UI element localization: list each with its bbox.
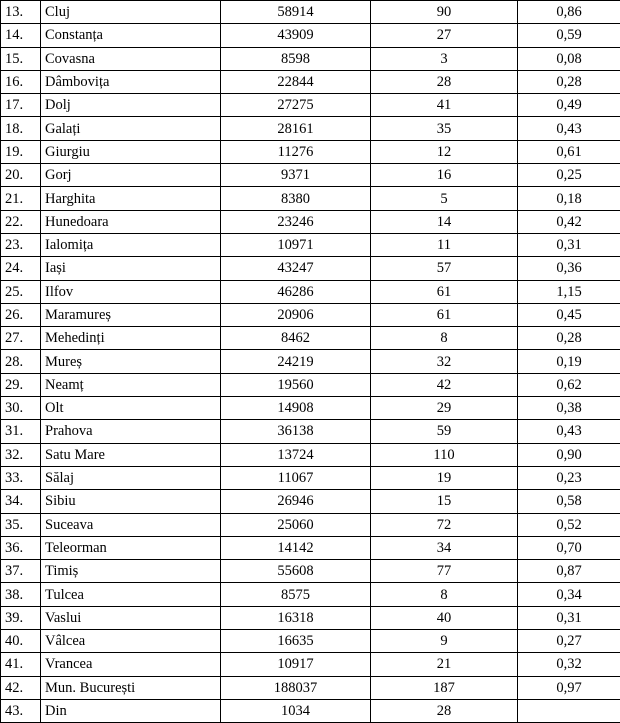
row-count-cell: 16 bbox=[371, 164, 518, 187]
row-index-cell: 19. bbox=[1, 140, 41, 163]
row-count-cell: 9 bbox=[371, 630, 518, 653]
row-rate-cell: 0,18 bbox=[518, 187, 620, 210]
row-index-cell: 41. bbox=[1, 653, 41, 676]
row-name-cell: Ilfov bbox=[41, 280, 221, 303]
row-population-cell: 23246 bbox=[221, 210, 371, 233]
row-rate-cell: 0,42 bbox=[518, 210, 620, 233]
row-name-cell: Galați bbox=[41, 117, 221, 140]
row-index-cell: 30. bbox=[1, 397, 41, 420]
row-name-cell: Mehedinți bbox=[41, 327, 221, 350]
table-row bbox=[1, 606, 620, 629]
row-population-cell: 14908 bbox=[221, 397, 371, 420]
row-population-cell: 8575 bbox=[221, 583, 371, 606]
table-row bbox=[1, 630, 620, 653]
row-rate-cell: 0,34 bbox=[518, 583, 620, 606]
table-row bbox=[1, 653, 620, 676]
row-index-cell: 34. bbox=[1, 490, 41, 513]
row-name-cell: Harghita bbox=[41, 187, 221, 210]
row-rate-cell: 0,59 bbox=[518, 24, 620, 47]
row-name-cell: Tulcea bbox=[41, 583, 221, 606]
row-rate-cell: 0,31 bbox=[518, 233, 620, 256]
row-index-cell: 14. bbox=[1, 24, 41, 47]
row-count-cell: 35 bbox=[371, 117, 518, 140]
row-population-cell: 11276 bbox=[221, 140, 371, 163]
table-row bbox=[1, 350, 620, 373]
row-index-cell: 36. bbox=[1, 536, 41, 559]
row-index-cell: 39. bbox=[1, 606, 41, 629]
row-name-cell: Vrancea bbox=[41, 653, 221, 676]
row-population-cell: 20906 bbox=[221, 303, 371, 326]
row-population-cell: 8598 bbox=[221, 47, 371, 70]
row-population-cell: 10971 bbox=[221, 233, 371, 256]
row-rate-cell: 0,90 bbox=[518, 443, 620, 466]
table-row bbox=[1, 490, 620, 513]
row-count-cell: 90 bbox=[371, 1, 518, 24]
row-rate-cell: 0,58 bbox=[518, 490, 620, 513]
row-index-cell: 28. bbox=[1, 350, 41, 373]
row-name-cell: Prahova bbox=[41, 420, 221, 443]
row-name-cell: Suceava bbox=[41, 513, 221, 536]
row-rate-cell: 0,45 bbox=[518, 303, 620, 326]
row-count-cell: 41 bbox=[371, 94, 518, 117]
row-rate-cell: 0,49 bbox=[518, 94, 620, 117]
table-row bbox=[1, 140, 620, 163]
row-name-cell: Dolj bbox=[41, 94, 221, 117]
row-rate-cell: 0,43 bbox=[518, 420, 620, 443]
row-index-cell: 32. bbox=[1, 443, 41, 466]
row-rate-cell: 0,38 bbox=[518, 397, 620, 420]
row-index-cell: 22. bbox=[1, 210, 41, 233]
row-index-cell: 15. bbox=[1, 47, 41, 70]
row-name-cell: Teleorman bbox=[41, 536, 221, 559]
row-index-cell: 33. bbox=[1, 466, 41, 489]
row-index-cell: 40. bbox=[1, 630, 41, 653]
row-rate-cell: 0,87 bbox=[518, 560, 620, 583]
table-row bbox=[1, 303, 620, 326]
row-count-cell: 5 bbox=[371, 187, 518, 210]
row-index-cell: 35. bbox=[1, 513, 41, 536]
row-name-cell: Vâlcea bbox=[41, 630, 221, 653]
table-row bbox=[1, 536, 620, 559]
row-count-cell: 59 bbox=[371, 420, 518, 443]
row-count-cell: 14 bbox=[371, 210, 518, 233]
row-population-cell: 26946 bbox=[221, 490, 371, 513]
row-count-cell: 12 bbox=[371, 140, 518, 163]
row-name-cell: Gorj bbox=[41, 164, 221, 187]
table-row bbox=[1, 397, 620, 420]
row-index-cell: 24. bbox=[1, 257, 41, 280]
row-name-cell: Din bbox=[41, 699, 221, 722]
row-name-cell: Timiș bbox=[41, 560, 221, 583]
table-row bbox=[1, 443, 620, 466]
table-row bbox=[1, 560, 620, 583]
row-population-cell: 25060 bbox=[221, 513, 371, 536]
row-rate-cell: 0,31 bbox=[518, 606, 620, 629]
table-row bbox=[1, 327, 620, 350]
table-row bbox=[1, 676, 620, 699]
row-population-cell: 9371 bbox=[221, 164, 371, 187]
row-name-cell: Covasna bbox=[41, 47, 221, 70]
row-index-cell: 23. bbox=[1, 233, 41, 256]
table-row bbox=[1, 583, 620, 606]
row-index-cell: 20. bbox=[1, 164, 41, 187]
row-population-cell: 16318 bbox=[221, 606, 371, 629]
row-count-cell: 11 bbox=[371, 233, 518, 256]
row-rate-cell: 0,32 bbox=[518, 653, 620, 676]
row-count-cell: 32 bbox=[371, 350, 518, 373]
row-population-cell: 8462 bbox=[221, 327, 371, 350]
table-row bbox=[1, 1, 620, 24]
row-rate-cell: 0,43 bbox=[518, 117, 620, 140]
row-count-cell: 40 bbox=[371, 606, 518, 629]
table-row bbox=[1, 94, 620, 117]
row-population-cell: 24219 bbox=[221, 350, 371, 373]
row-index-cell: 31. bbox=[1, 420, 41, 443]
row-rate-cell: 0,62 bbox=[518, 373, 620, 396]
row-population-cell: 43247 bbox=[221, 257, 371, 280]
row-index-cell: 29. bbox=[1, 373, 41, 396]
row-name-cell: Satu Mare bbox=[41, 443, 221, 466]
table-row bbox=[1, 70, 620, 93]
row-name-cell: Vaslui bbox=[41, 606, 221, 629]
row-population-cell: 13724 bbox=[221, 443, 371, 466]
table-row bbox=[1, 117, 620, 140]
row-rate-cell bbox=[518, 699, 620, 722]
row-index-cell: 25. bbox=[1, 280, 41, 303]
row-index-cell: 27. bbox=[1, 327, 41, 350]
row-name-cell: Giurgiu bbox=[41, 140, 221, 163]
row-population-cell: 36138 bbox=[221, 420, 371, 443]
row-rate-cell: 0,52 bbox=[518, 513, 620, 536]
row-name-cell: Mun. București bbox=[41, 676, 221, 699]
table-row bbox=[1, 257, 620, 280]
row-population-cell: 11067 bbox=[221, 466, 371, 489]
row-index-cell: 21. bbox=[1, 187, 41, 210]
table-row bbox=[1, 466, 620, 489]
table-row bbox=[1, 24, 620, 47]
row-name-cell: Maramureș bbox=[41, 303, 221, 326]
row-population-cell: 8380 bbox=[221, 187, 371, 210]
row-count-cell: 57 bbox=[371, 257, 518, 280]
row-name-cell: Iași bbox=[41, 257, 221, 280]
table-row bbox=[1, 513, 620, 536]
row-population-cell: 14142 bbox=[221, 536, 371, 559]
row-index-cell: 38. bbox=[1, 583, 41, 606]
row-index-cell: 18. bbox=[1, 117, 41, 140]
row-rate-cell: 1,15 bbox=[518, 280, 620, 303]
row-name-cell: Neamț bbox=[41, 373, 221, 396]
table-row bbox=[1, 373, 620, 396]
row-count-cell: 28 bbox=[371, 699, 518, 722]
row-index-cell: 42. bbox=[1, 676, 41, 699]
row-rate-cell: 0,27 bbox=[518, 630, 620, 653]
row-rate-cell: 0,25 bbox=[518, 164, 620, 187]
row-rate-cell: 0,86 bbox=[518, 1, 620, 24]
row-rate-cell: 0,19 bbox=[518, 350, 620, 373]
row-population-cell: 27275 bbox=[221, 94, 371, 117]
row-name-cell: Constanța bbox=[41, 24, 221, 47]
row-population-cell: 16635 bbox=[221, 630, 371, 653]
row-population-cell: 28161 bbox=[221, 117, 371, 140]
row-rate-cell: 0,28 bbox=[518, 70, 620, 93]
row-name-cell: Olt bbox=[41, 397, 221, 420]
row-rate-cell: 0,08 bbox=[518, 47, 620, 70]
row-count-cell: 21 bbox=[371, 653, 518, 676]
row-count-cell: 42 bbox=[371, 373, 518, 396]
row-name-cell: Ialomița bbox=[41, 233, 221, 256]
row-rate-cell: 0,61 bbox=[518, 140, 620, 163]
row-index-cell: 17. bbox=[1, 94, 41, 117]
row-index-cell: 37. bbox=[1, 560, 41, 583]
row-count-cell: 34 bbox=[371, 536, 518, 559]
row-population-cell: 22844 bbox=[221, 70, 371, 93]
row-name-cell: Hunedoara bbox=[41, 210, 221, 233]
row-index-cell: 26. bbox=[1, 303, 41, 326]
row-count-cell: 3 bbox=[371, 47, 518, 70]
row-name-cell: Sibiu bbox=[41, 490, 221, 513]
table-row bbox=[1, 233, 620, 256]
row-count-cell: 15 bbox=[371, 490, 518, 513]
row-name-cell: Cluj bbox=[41, 1, 221, 24]
row-name-cell: Dâmbovița bbox=[41, 70, 221, 93]
row-count-cell: 61 bbox=[371, 303, 518, 326]
row-population-cell: 10917 bbox=[221, 653, 371, 676]
row-index-cell: 13. bbox=[1, 1, 41, 24]
row-name-cell: Sălaj bbox=[41, 466, 221, 489]
row-name-cell: Mureș bbox=[41, 350, 221, 373]
row-count-cell: 28 bbox=[371, 70, 518, 93]
row-rate-cell: 0,70 bbox=[518, 536, 620, 559]
row-count-cell: 77 bbox=[371, 560, 518, 583]
table-row bbox=[1, 164, 620, 187]
row-population-cell: 188037 bbox=[221, 676, 371, 699]
row-count-cell: 19 bbox=[371, 466, 518, 489]
table-row bbox=[1, 47, 620, 70]
row-count-cell: 8 bbox=[371, 583, 518, 606]
table-row bbox=[1, 210, 620, 233]
row-count-cell: 72 bbox=[371, 513, 518, 536]
table-row bbox=[1, 187, 620, 210]
row-population-cell: 55608 bbox=[221, 560, 371, 583]
row-index-cell: 16. bbox=[1, 70, 41, 93]
row-count-cell: 61 bbox=[371, 280, 518, 303]
row-population-cell: 19560 bbox=[221, 373, 371, 396]
row-count-cell: 27 bbox=[371, 24, 518, 47]
table-row bbox=[1, 280, 620, 303]
row-rate-cell: 0,97 bbox=[518, 676, 620, 699]
row-index-cell: 43. bbox=[1, 699, 41, 722]
row-rate-cell: 0,23 bbox=[518, 466, 620, 489]
table-row bbox=[1, 699, 620, 722]
row-rate-cell: 0,28 bbox=[518, 327, 620, 350]
row-count-cell: 8 bbox=[371, 327, 518, 350]
table-body bbox=[1, 1, 620, 723]
row-count-cell: 110 bbox=[371, 443, 518, 466]
row-population-cell: 1034 bbox=[221, 699, 371, 722]
table-row bbox=[1, 420, 620, 443]
row-rate-cell: 0,36 bbox=[518, 257, 620, 280]
row-count-cell: 29 bbox=[371, 397, 518, 420]
row-population-cell: 58914 bbox=[221, 1, 371, 24]
row-count-cell: 187 bbox=[371, 676, 518, 699]
row-population-cell: 46286 bbox=[221, 280, 371, 303]
row-population-cell: 43909 bbox=[221, 24, 371, 47]
